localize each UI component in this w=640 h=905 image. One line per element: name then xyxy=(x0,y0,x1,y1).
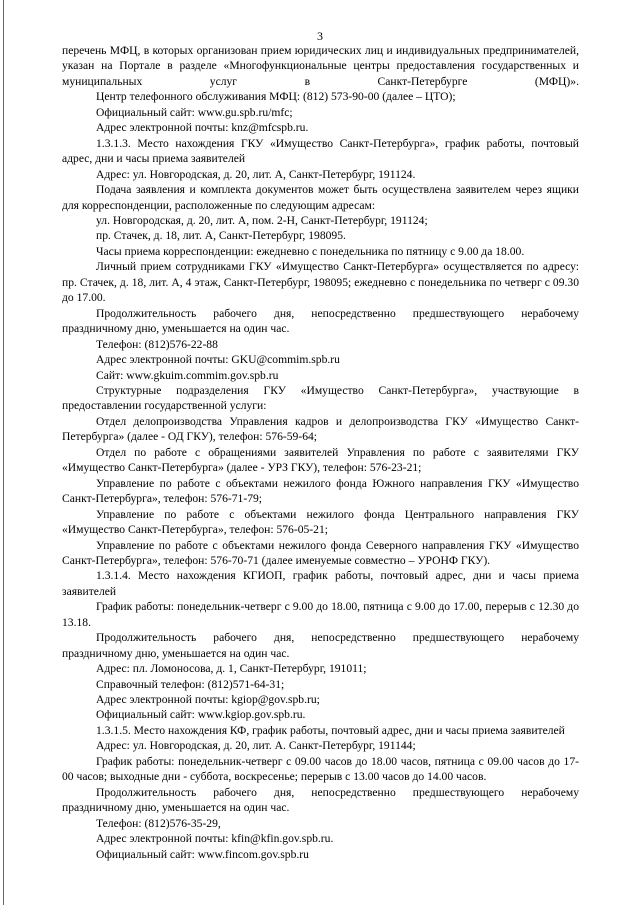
paragraph-mailbox-address-1: ул. Новгородская, д. 20, лит. А, пом. 2-Н, Санкт-Петербург, 191124; xyxy=(96,213,428,227)
paragraph-gku-email: Адрес электронной почты: GKU@commim.spb.ru xyxy=(96,353,340,367)
paragraph-kf-email: Адрес электронной почты: kfin@kfin.gov.spb.ru. xyxy=(96,832,334,846)
section-1-3-1-5: 1.3.1.5. Место нахождения КФ, график работы, почтовый адрес, дни и часы приема заявителей xyxy=(96,723,565,737)
paragraph-kf-phone: Телефон: (812)576-35-29, xyxy=(96,816,221,830)
paragraph-kgiop-address: Адрес: пл. Ломоносова, д. 1, Санкт-Петербург, 191011; xyxy=(96,662,367,676)
paragraph-kgiop-schedule: График работы: понедельник-четверг с 9.00 до 18.00, пятница с 9.00 до 17.00, перерыв с 12.30 до 13.18. xyxy=(62,600,579,629)
paragraph-gku-site: Сайт: www.gkuim.commim.gov.spb.ru xyxy=(96,368,279,382)
paragraph-gku-address: Адрес: ул. Новгородская, д. 20, лит. А, Санкт-Петербург, 191124. xyxy=(96,167,416,181)
paragraph-unit-urz: Отдел по работе с обращениями заявителей Управления по работе с заявителями ГКУ «Имущество Санкт-Петербурга» (далее - УРЗ ГКУ), телефон: 576-23-21; xyxy=(62,445,579,475)
paragraph-unit-central: Управление по работе с объектами нежилого фонда Центрального направления ГКУ «Имущество Санкт-Петербурга», телефон: 576-05-21; xyxy=(62,507,579,537)
paragraph-holiday-note-3: Продолжительность рабочего дня, непосредственно предшествующего нерабочему праздничному дню, уменьшается на один час. xyxy=(62,785,579,815)
paragraph-mailbox-address-2: пр. Стачек, д. 18, лит. А, Санкт-Петербург, 198095. xyxy=(96,229,346,243)
paragraph-kgiop-site: Официальный сайт: www.kgiop.gov.spb.ru. xyxy=(96,708,306,722)
paragraph-holiday-note-2: Продолжительность рабочего дня, непосредственно предшествующего нерабочему праздничному дню, уменьшается на один час. xyxy=(62,631,579,660)
paragraph-holiday-note-1: Продолжительность рабочего дня, непосредственно предшествующего нерабочему праздничному дню, уменьшается на один час. xyxy=(62,306,579,336)
paragraph-unit-od: Отдел делопроизводства Управления кадров и делопроизводства ГКУ «Имущество Санкт-Петербурга» (далее - ОД ГКУ), телефон: 576-59-64; xyxy=(62,414,579,444)
paragraph-mfc-site: Официальный сайт: www.gu.spb.ru/mfc; xyxy=(96,105,293,119)
paragraph-unit-south: Управление по работе с объектами нежилого фонда Южного направления ГКУ «Имущество Санкт-Петербурга», телефон: 576-71-79; xyxy=(62,476,579,506)
paragraph-mfc-email: Адрес электронной почты: knz@mfcspb.ru. xyxy=(96,121,309,135)
paragraph-mfc-list-first-line: перечень МФЦ, в которых организован прием юридических лиц и индивидуальных предпринимателей, указан на Портале в разделе «Многофункциональные центры предоставления государственных и муниципальных услуг в Санкт-Петербурге (МФЦ)». xyxy=(62,44,579,88)
paragraph-unit-north: Управление по работе с объектами нежилого фонда Северного направления ГКУ «Имущество Санкт-Петербурга», телефон: 576-70-71 (далее именуемые совместно – УРОНФ ГКУ). xyxy=(62,538,579,567)
paragraph-kf-address: Адрес: ул. Новгородская, д. 20, лит. А. Санкт-Петербург, 191144; xyxy=(96,739,416,753)
paragraph-kgiop-email: Адрес электронной почты: kgiop@gov.spb.ru; xyxy=(96,693,320,707)
scan-edge-line xyxy=(3,0,4,905)
page-number: 3 xyxy=(317,29,323,43)
paragraph-mailbox-intro: Подача заявления и комплекта документов может быть осуществлена заявителем через ящики для корреспонденции, расположенные по следующим адресам: xyxy=(62,183,579,212)
paragraph-structural-units: Структурные подразделения ГКУ «Имущество Санкт-Петербурга», участвующие в предоставлении государственной услуги: xyxy=(62,383,579,413)
paragraph-mail-hours: Часы приема корреспонденции: ежедневно с понедельника по пятницу с 9.00 да 18.00. xyxy=(96,244,525,258)
paragraph-cto-phone: Центр телефонного обслуживания МФЦ: (812) 573-90-00 (далее – ЦТО); xyxy=(96,90,456,104)
document-body xyxy=(62,43,579,862)
section-1-3-1-4: 1.3.1.4. Место нахождения КГИОП, график работы, почтовый адрес, дни и часы приема заявителей xyxy=(62,569,579,598)
paragraph-gku-phone: Телефон: (812)576-22-88 xyxy=(96,337,218,351)
paragraph-kgiop-phone: Справочный телефон: (812)571-64-31; xyxy=(96,677,285,691)
paragraph-kf-site: Официальный сайт: www.fincom.gov.spb.ru xyxy=(96,847,309,861)
section-1-3-1-3: 1.3.1.3. Место нахождения ГКУ «Имущество Санкт-Петербурга», график работы, почтовый адрес, дни и часы приема заявителей xyxy=(62,136,579,166)
paragraph-kf-schedule: График работы: понедельник-четверг с 09.00 часов до 18.00 часов, пятница с 09.00 часов до 17-00 часов; выходные дни - суббота, воскресенье; перерыв с 13.00 часов до 14.00 часов. xyxy=(62,754,579,784)
paragraph-personal-reception: Личный прием сотрудниками ГКУ «Имущество Санкт-Петербурга» осуществляется по адресу: пр. Стачек, д. 18, лит. А, 4 этаж, Санкт-Петербург, 198095; ежедневно с понедельника по четверг с 09.30 до 17.00. xyxy=(62,260,579,305)
